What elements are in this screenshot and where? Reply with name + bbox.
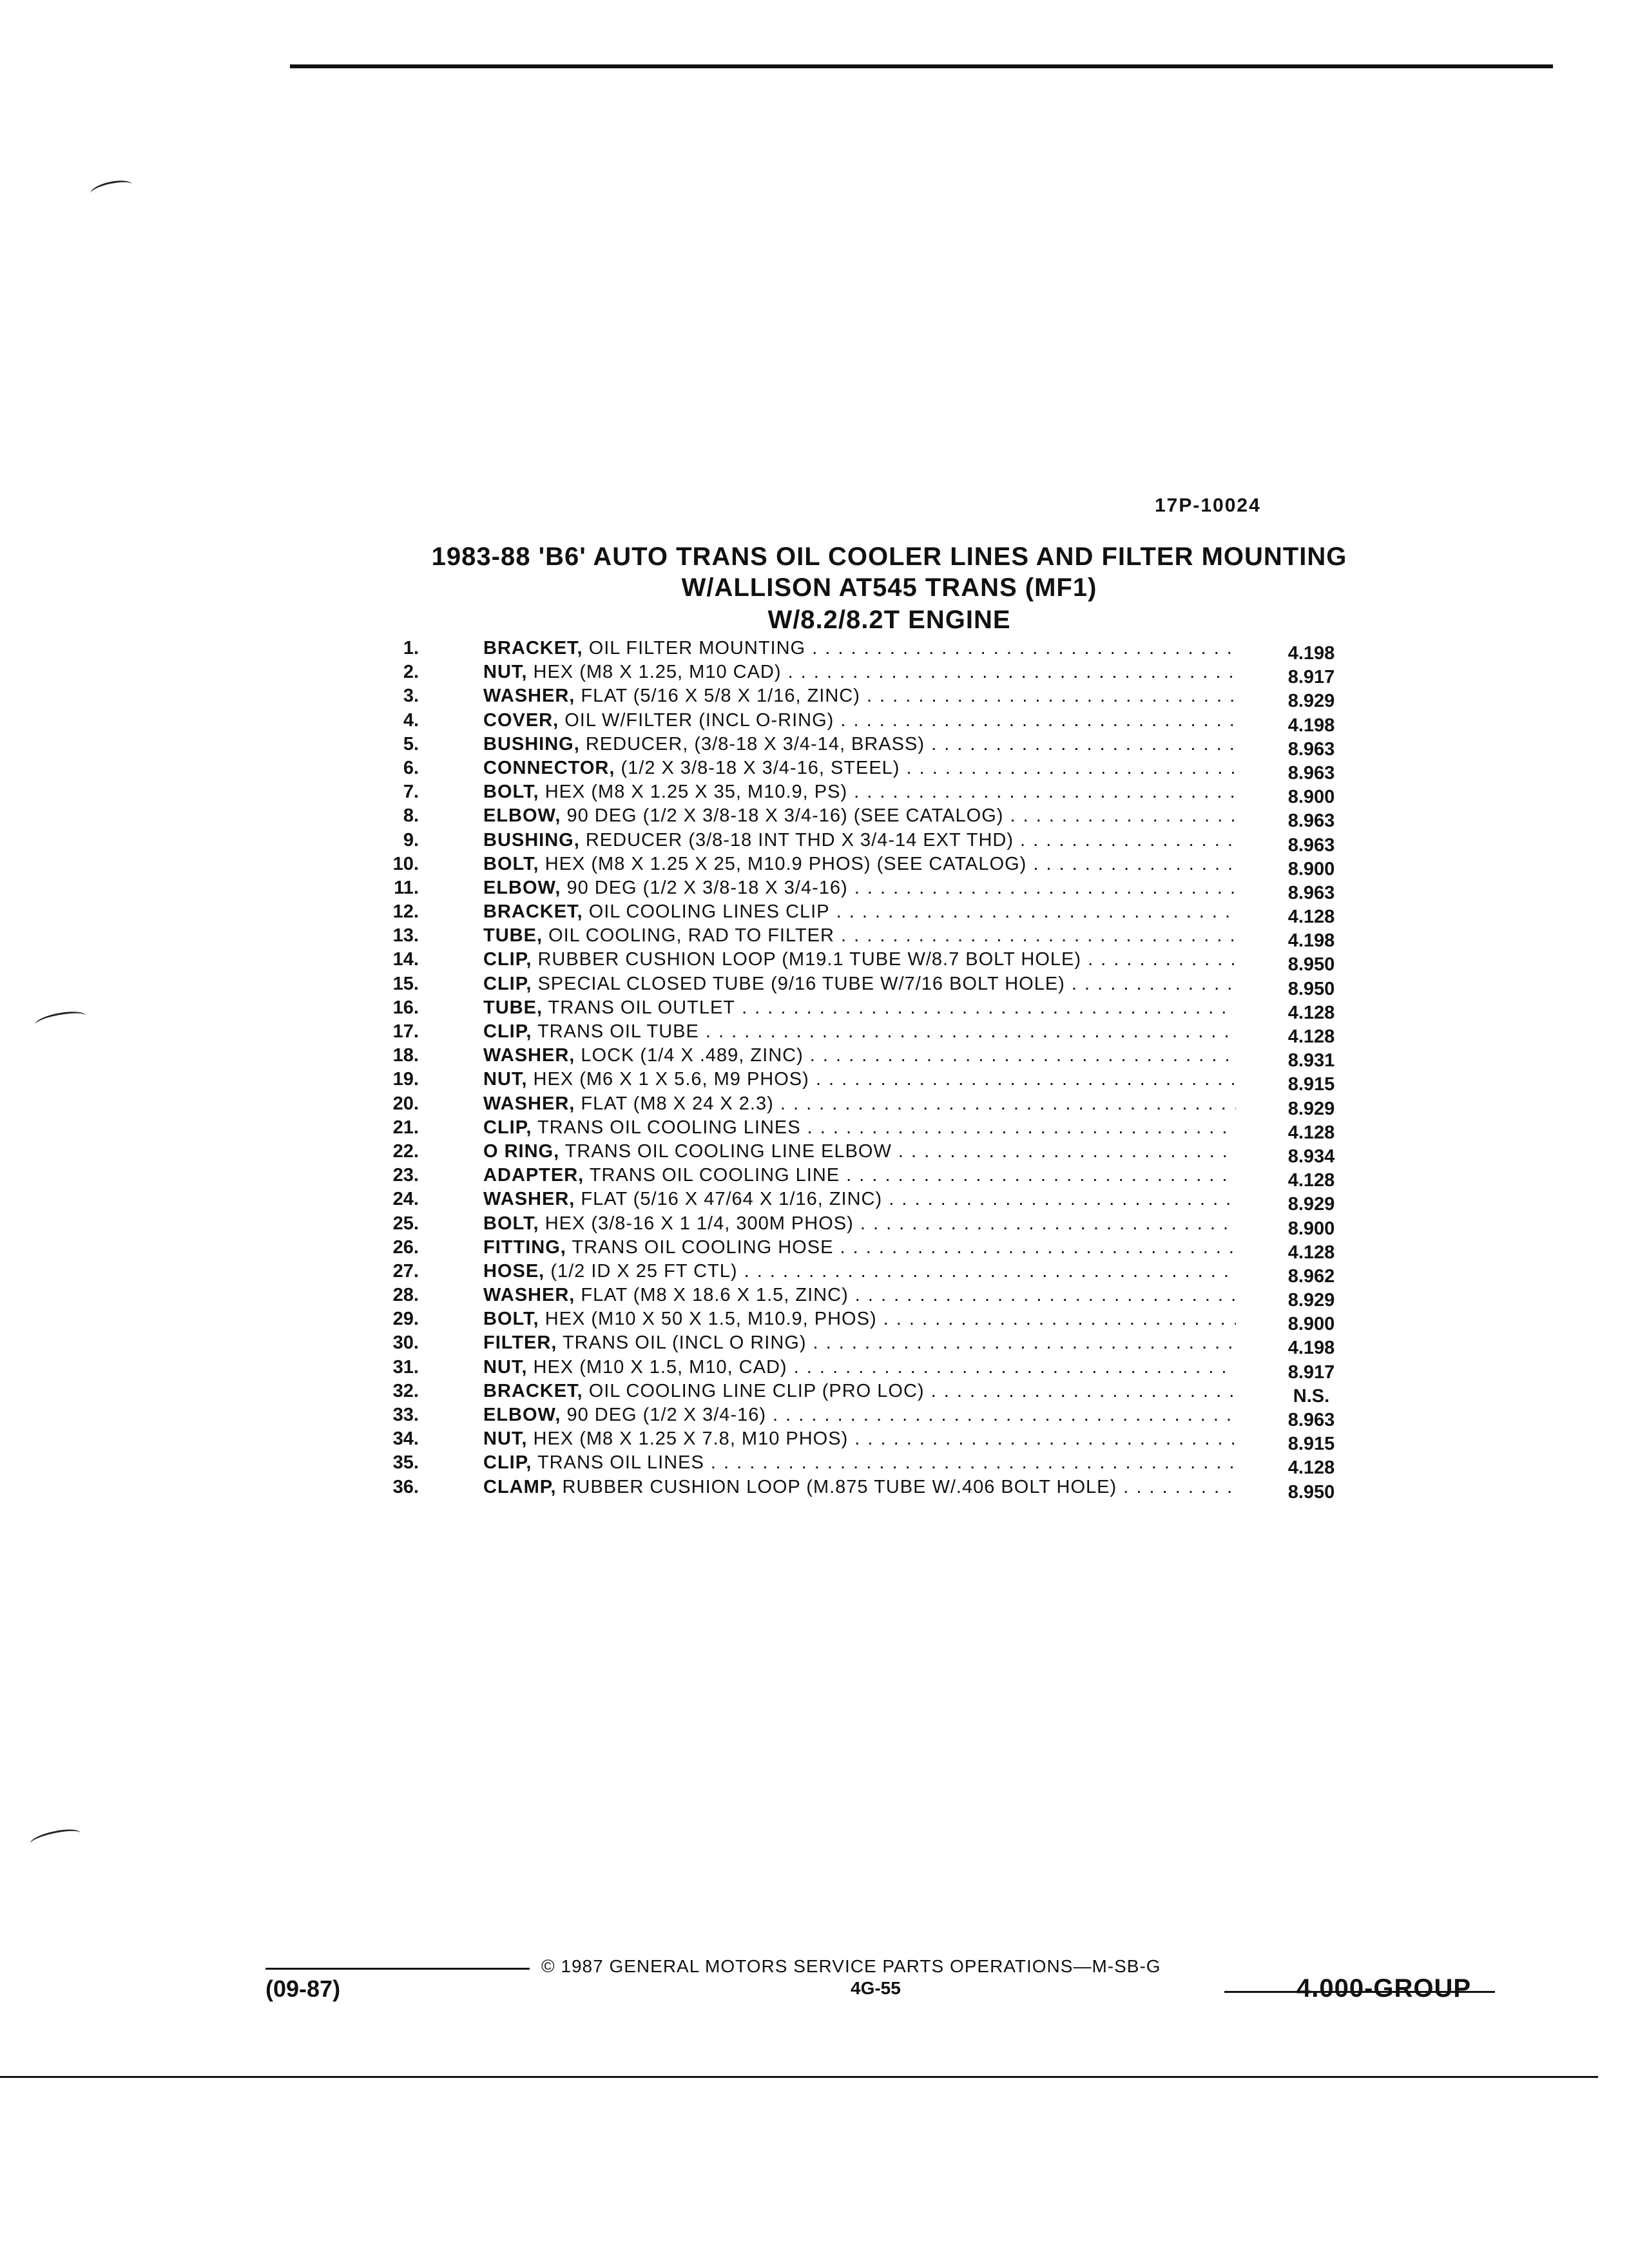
part-group-number: 4.198 bbox=[1287, 715, 1335, 736]
part-detail: FLAT (M8 X 18.6 X 1.5, ZINC) bbox=[581, 1285, 849, 1306]
part-detail: TRANS OIL LINES bbox=[537, 1452, 704, 1474]
part-detail: OIL COOLING, RAD TO FILTER bbox=[548, 925, 834, 947]
part-detail: 90 DEG (1/2 X 3/8-18 X 3/4-16) (SEE CATALOG) bbox=[566, 805, 1004, 827]
part-number: 11. bbox=[394, 877, 419, 898]
footer-rule-left bbox=[265, 1968, 530, 1970]
part-description bbox=[483, 1331, 1236, 1355]
part-name: BOLT, bbox=[483, 1309, 539, 1330]
part-row bbox=[374, 1283, 1405, 1311]
part-group-number: 4.128 bbox=[1287, 1457, 1335, 1479]
part-description bbox=[483, 996, 1236, 1020]
part-row bbox=[374, 1068, 1405, 1095]
part-name: NUT, bbox=[483, 662, 528, 683]
part-row bbox=[374, 1020, 1405, 1047]
part-detail: REDUCER (3/8-18 INT THD X 3/4-14 EXT THD) bbox=[585, 829, 1014, 850]
part-number: 36. bbox=[392, 1476, 419, 1497]
part-row bbox=[374, 1116, 1405, 1143]
group-label: 4.000-GROUP bbox=[1296, 1974, 1472, 2003]
part-row bbox=[374, 852, 1405, 879]
part-description bbox=[483, 709, 1236, 733]
copyright-notice: © 1987 GENERAL MOTORS SERVICE PARTS OPERATIONS—M-SB-G bbox=[541, 1956, 1161, 1976]
part-group-number: 8.900 bbox=[1287, 1314, 1335, 1335]
part-name: CLIP, bbox=[483, 973, 532, 994]
part-group-number: 8.963 bbox=[1287, 762, 1335, 783]
part-number: 4. bbox=[403, 709, 419, 731]
part-number: 32. bbox=[392, 1380, 419, 1401]
part-group-number: 8.900 bbox=[1287, 787, 1335, 808]
part-number: 23. bbox=[392, 1165, 419, 1186]
part-number: 27. bbox=[392, 1260, 419, 1282]
part-row bbox=[374, 1427, 1405, 1455]
part-detail: HEX (M8 X 1.25 X 25, M10.9 PHOS) (SEE CATALOG) bbox=[545, 853, 1027, 874]
part-detail: HEX (M10 X 1.5, M10, CAD) bbox=[533, 1356, 787, 1378]
part-detail: HEX (M8 X 1.25, M10 CAD) bbox=[533, 662, 782, 683]
part-name: BRACKET, bbox=[483, 901, 583, 923]
part-name: TUBE, bbox=[483, 925, 543, 947]
part-detail: TRANS OIL TUBE bbox=[537, 1021, 699, 1042]
part-description bbox=[483, 1092, 1236, 1116]
part-description bbox=[483, 733, 1236, 756]
part-name: NUT, bbox=[483, 1428, 528, 1450]
part-group-number: 8.963 bbox=[1287, 834, 1335, 856]
part-description bbox=[483, 684, 1236, 708]
part-detail: TRANS OIL OUTLET bbox=[548, 997, 736, 1018]
part-number: 22. bbox=[392, 1140, 419, 1162]
part-description bbox=[483, 852, 1236, 876]
part-group-number: 8.962 bbox=[1287, 1265, 1335, 1287]
part-detail: TRANS OIL COOLING HOSE bbox=[572, 1236, 834, 1258]
part-name: BRACKET, bbox=[483, 638, 583, 658]
part-row bbox=[374, 780, 1405, 808]
part-row bbox=[374, 972, 1405, 999]
part-description bbox=[483, 637, 1236, 660]
part-number: 21. bbox=[392, 1117, 419, 1138]
part-row bbox=[374, 1475, 1405, 1503]
part-detail: TRANS OIL COOLING LINE bbox=[589, 1165, 840, 1186]
part-detail: HEX (M8 X 1.25 X 35, M10.9, PS) bbox=[545, 782, 848, 803]
part-row bbox=[374, 829, 1405, 856]
part-group-number: 8.915 bbox=[1287, 1074, 1335, 1095]
part-name: ELBOW, bbox=[483, 1405, 561, 1425]
part-name: FITTING, bbox=[483, 1236, 566, 1258]
part-number: 14. bbox=[392, 949, 419, 970]
part-name: CONNECTOR, bbox=[483, 757, 615, 778]
part-row bbox=[374, 924, 1405, 952]
part-row bbox=[374, 733, 1405, 760]
part-name: BOLT, bbox=[483, 782, 539, 803]
part-description bbox=[483, 804, 1236, 828]
part-name: WASHER, bbox=[483, 1189, 575, 1210]
part-group-number: 8.950 bbox=[1287, 978, 1335, 999]
part-detail: HEX (M8 X 1.25 X 7.8, M10 PHOS) bbox=[533, 1428, 849, 1450]
part-description bbox=[483, 1379, 1236, 1403]
part-number: 31. bbox=[392, 1356, 419, 1378]
part-detail: TRANS OIL (INCL O RING) bbox=[562, 1332, 807, 1354]
part-group-number: 8.929 bbox=[1287, 1098, 1335, 1119]
part-description bbox=[483, 1475, 1236, 1499]
part-number: 13. bbox=[392, 925, 419, 947]
part-number: 33. bbox=[392, 1405, 419, 1425]
part-group-number: 8.900 bbox=[1287, 1218, 1335, 1239]
part-row bbox=[374, 1260, 1405, 1287]
part-description bbox=[483, 1403, 1236, 1427]
part-row bbox=[374, 1212, 1405, 1239]
part-group-number: 8.963 bbox=[1287, 882, 1335, 903]
part-detail: HEX (M6 X 1 X 5.6, M9 PHOS) bbox=[533, 1069, 809, 1090]
part-name: BOLT, bbox=[483, 1213, 539, 1234]
part-row bbox=[374, 660, 1405, 688]
part-description bbox=[483, 829, 1236, 852]
part-group-number: 8.950 bbox=[1287, 1481, 1335, 1503]
part-number: 35. bbox=[392, 1452, 419, 1474]
part-group-number: 8.931 bbox=[1287, 1050, 1335, 1072]
part-detail: OIL COOLING LINES CLIP bbox=[588, 901, 830, 923]
bottom-rule bbox=[0, 2076, 1598, 2078]
top-rule bbox=[290, 64, 1553, 68]
part-group-number: 8.963 bbox=[1287, 738, 1335, 760]
part-detail: FLAT (5/16 X 47/64 X 1/16, ZINC) bbox=[581, 1189, 883, 1210]
part-description bbox=[483, 948, 1236, 972]
part-group-number: 4.198 bbox=[1287, 1338, 1335, 1359]
part-number: 26. bbox=[392, 1236, 419, 1258]
part-name: NUT, bbox=[483, 1356, 528, 1378]
part-name: ELBOW, bbox=[483, 805, 561, 827]
part-detail: OIL FILTER MOUNTING bbox=[588, 638, 806, 658]
part-row bbox=[374, 1236, 1405, 1263]
part-group-number: 4.128 bbox=[1287, 1170, 1335, 1191]
part-name: CLAMP, bbox=[483, 1476, 557, 1497]
part-name: CLIP, bbox=[483, 1117, 532, 1138]
part-name: HOSE, bbox=[483, 1260, 545, 1282]
part-number: 7. bbox=[403, 782, 419, 803]
binder-mark-top bbox=[89, 177, 133, 200]
part-description bbox=[483, 1116, 1236, 1140]
part-row bbox=[374, 996, 1405, 1023]
part-number: 30. bbox=[392, 1332, 419, 1354]
part-number: 9. bbox=[403, 829, 419, 850]
part-detail: OIL W/FILTER (INCL O-RING) bbox=[564, 709, 834, 731]
page-title-line-1: 1983-88 'B6' AUTO TRANS OIL COOLER LINES AND FILTER MOUNTING bbox=[431, 543, 1347, 571]
part-number: 20. bbox=[392, 1093, 419, 1114]
part-name: WASHER, bbox=[483, 1285, 575, 1306]
part-detail: REDUCER, (3/8-18 X 3/4-14, BRASS) bbox=[585, 733, 925, 754]
part-number: 3. bbox=[403, 686, 419, 707]
part-group-number: 8.900 bbox=[1287, 858, 1335, 879]
part-detail: (1/2 X 3/8-18 X 3/4-16, STEEL) bbox=[621, 757, 900, 778]
part-detail: LOCK (1/4 X .489, ZINC) bbox=[581, 1045, 804, 1066]
part-row bbox=[374, 756, 1405, 783]
part-name: BUSHING, bbox=[483, 733, 580, 754]
part-row bbox=[374, 1307, 1405, 1335]
part-number: 29. bbox=[392, 1309, 419, 1330]
part-description bbox=[483, 1044, 1236, 1068]
part-group-number: 4.128 bbox=[1287, 907, 1335, 928]
part-number: 1. bbox=[403, 638, 419, 658]
part-name: CLIP, bbox=[483, 1452, 532, 1474]
part-description bbox=[483, 1356, 1236, 1379]
part-detail: RUBBER CUSHION LOOP (M.875 TUBE W/.406 BOLT HOLE) bbox=[562, 1476, 1117, 1497]
part-row bbox=[374, 1044, 1405, 1072]
part-row bbox=[374, 709, 1405, 736]
part-description bbox=[483, 1283, 1236, 1307]
part-group-number: 8.929 bbox=[1287, 691, 1335, 712]
part-group-number: 4.128 bbox=[1287, 1242, 1335, 1263]
part-number: 19. bbox=[392, 1069, 419, 1090]
part-group-number: 8.929 bbox=[1287, 1290, 1335, 1311]
part-detail: FLAT (5/16 X 5/8 X 1/16, ZINC) bbox=[581, 686, 860, 707]
part-description bbox=[483, 1187, 1236, 1211]
part-group-number: 8.950 bbox=[1287, 954, 1335, 975]
part-detail: HEX (3/8-16 X 1 1/4, 300M PHOS) bbox=[545, 1213, 854, 1234]
part-name: ELBOW, bbox=[483, 877, 561, 898]
part-row bbox=[374, 684, 1405, 712]
part-description bbox=[483, 1451, 1236, 1475]
part-name: O RING, bbox=[483, 1140, 560, 1162]
part-name: WASHER, bbox=[483, 1093, 575, 1114]
part-group-number: 8.917 bbox=[1287, 667, 1335, 688]
part-number: 24. bbox=[392, 1189, 419, 1210]
part-row bbox=[374, 1451, 1405, 1479]
binder-mark-bottom bbox=[28, 1826, 82, 1851]
page-title-line-2: W/ALLISON AT545 TRANS (MF1) bbox=[681, 573, 1097, 602]
part-name: BUSHING, bbox=[483, 829, 580, 850]
part-row bbox=[374, 948, 1405, 975]
part-number: 18. bbox=[392, 1045, 419, 1066]
part-detail: (1/2 ID X 25 FT CTL) bbox=[550, 1260, 738, 1282]
part-row bbox=[374, 1140, 1405, 1167]
part-row bbox=[374, 1379, 1405, 1407]
part-description bbox=[483, 1212, 1236, 1236]
part-detail: TRANS OIL COOLING LINE ELBOW bbox=[564, 1140, 892, 1162]
part-description bbox=[483, 1140, 1236, 1164]
part-name: BRACKET, bbox=[483, 1380, 583, 1401]
part-description bbox=[483, 1260, 1236, 1283]
part-number: 2. bbox=[403, 662, 419, 683]
part-number: 12. bbox=[392, 901, 419, 923]
part-name: CLIP, bbox=[483, 1021, 532, 1042]
part-group-number: 8.934 bbox=[1287, 1146, 1335, 1167]
part-row bbox=[374, 637, 1405, 664]
part-description bbox=[483, 1164, 1236, 1187]
part-description bbox=[483, 1427, 1236, 1451]
binder-mark-middle bbox=[34, 1008, 88, 1032]
part-number: 28. bbox=[392, 1285, 419, 1306]
part-detail: TRANS OIL COOLING LINES bbox=[537, 1117, 801, 1138]
part-name: TUBE, bbox=[483, 997, 543, 1018]
part-name: COVER, bbox=[483, 709, 559, 731]
part-number: 6. bbox=[403, 757, 419, 778]
part-row bbox=[374, 1356, 1405, 1383]
part-description bbox=[483, 972, 1236, 996]
part-group-number: 8.963 bbox=[1287, 1410, 1335, 1430]
part-number: 25. bbox=[392, 1213, 419, 1234]
part-number: 5. bbox=[403, 733, 419, 754]
part-row bbox=[374, 804, 1405, 832]
part-group-number: 4.128 bbox=[1287, 1002, 1335, 1023]
part-description bbox=[483, 876, 1236, 900]
part-detail: 90 DEG (1/2 X 3/8-18 X 3/4-16) bbox=[566, 877, 848, 898]
page-title-line-3: W/8.2/8.2T ENGINE bbox=[767, 606, 1011, 634]
part-number: 16. bbox=[392, 997, 419, 1018]
parts-list bbox=[374, 637, 1405, 1503]
part-group-number: 8.917 bbox=[1287, 1361, 1335, 1383]
part-name: CLIP, bbox=[483, 949, 532, 970]
part-group-number: N.S. bbox=[1293, 1385, 1330, 1407]
part-description bbox=[483, 756, 1236, 780]
part-detail: FLAT (M8 X 24 X 2.3) bbox=[581, 1093, 774, 1114]
part-row bbox=[374, 1092, 1405, 1119]
part-row bbox=[374, 900, 1405, 928]
part-detail: HEX (M10 X 50 X 1.5, M10.9, PHOS) bbox=[545, 1309, 877, 1330]
part-row bbox=[374, 1403, 1405, 1430]
part-name: WASHER, bbox=[483, 1045, 575, 1066]
part-group-number: 8.963 bbox=[1287, 811, 1335, 832]
page-number: 4G-55 bbox=[851, 1978, 901, 1998]
part-detail: 90 DEG (1/2 X 3/4-16) bbox=[566, 1405, 766, 1425]
part-name: WASHER, bbox=[483, 686, 575, 707]
document-id: 17P-10024 bbox=[1155, 495, 1261, 516]
part-group-number: 4.128 bbox=[1287, 1122, 1335, 1143]
part-description bbox=[483, 1236, 1236, 1260]
part-number: 34. bbox=[392, 1428, 419, 1450]
part-group-number: 4.198 bbox=[1287, 930, 1335, 952]
part-number: 17. bbox=[392, 1021, 419, 1042]
part-name: NUT, bbox=[483, 1069, 528, 1090]
part-description bbox=[483, 900, 1236, 924]
part-name: ADAPTER, bbox=[483, 1165, 584, 1186]
part-number: 10. bbox=[392, 853, 419, 874]
part-description bbox=[483, 1307, 1236, 1331]
part-row bbox=[374, 1187, 1405, 1215]
part-row bbox=[374, 1331, 1405, 1359]
part-row bbox=[374, 1164, 1405, 1191]
part-group-number: 8.929 bbox=[1287, 1194, 1335, 1215]
part-name: BOLT, bbox=[483, 853, 539, 874]
part-detail: SPECIAL CLOSED TUBE (9/16 TUBE W/7/16 BOLT HOLE) bbox=[537, 973, 1065, 994]
part-row bbox=[374, 876, 1405, 903]
part-detail: RUBBER CUSHION LOOP (M19.1 TUBE W/8.7 BOLT HOLE) bbox=[537, 949, 1082, 970]
part-name: FILTER, bbox=[483, 1332, 557, 1354]
part-group-number: 8.915 bbox=[1287, 1434, 1335, 1455]
part-description bbox=[483, 1020, 1236, 1044]
part-number: 15. bbox=[392, 973, 419, 994]
part-group-number: 4.128 bbox=[1287, 1026, 1335, 1047]
part-detail: OIL COOLING LINE CLIP (PRO LOC) bbox=[588, 1380, 925, 1401]
part-description bbox=[483, 1068, 1236, 1091]
part-number: 8. bbox=[403, 805, 419, 827]
part-description bbox=[483, 660, 1236, 684]
part-group-number: 4.198 bbox=[1287, 643, 1335, 664]
part-description bbox=[483, 780, 1236, 804]
date-code: (09-87) bbox=[265, 1975, 341, 2002]
part-description bbox=[483, 924, 1236, 948]
